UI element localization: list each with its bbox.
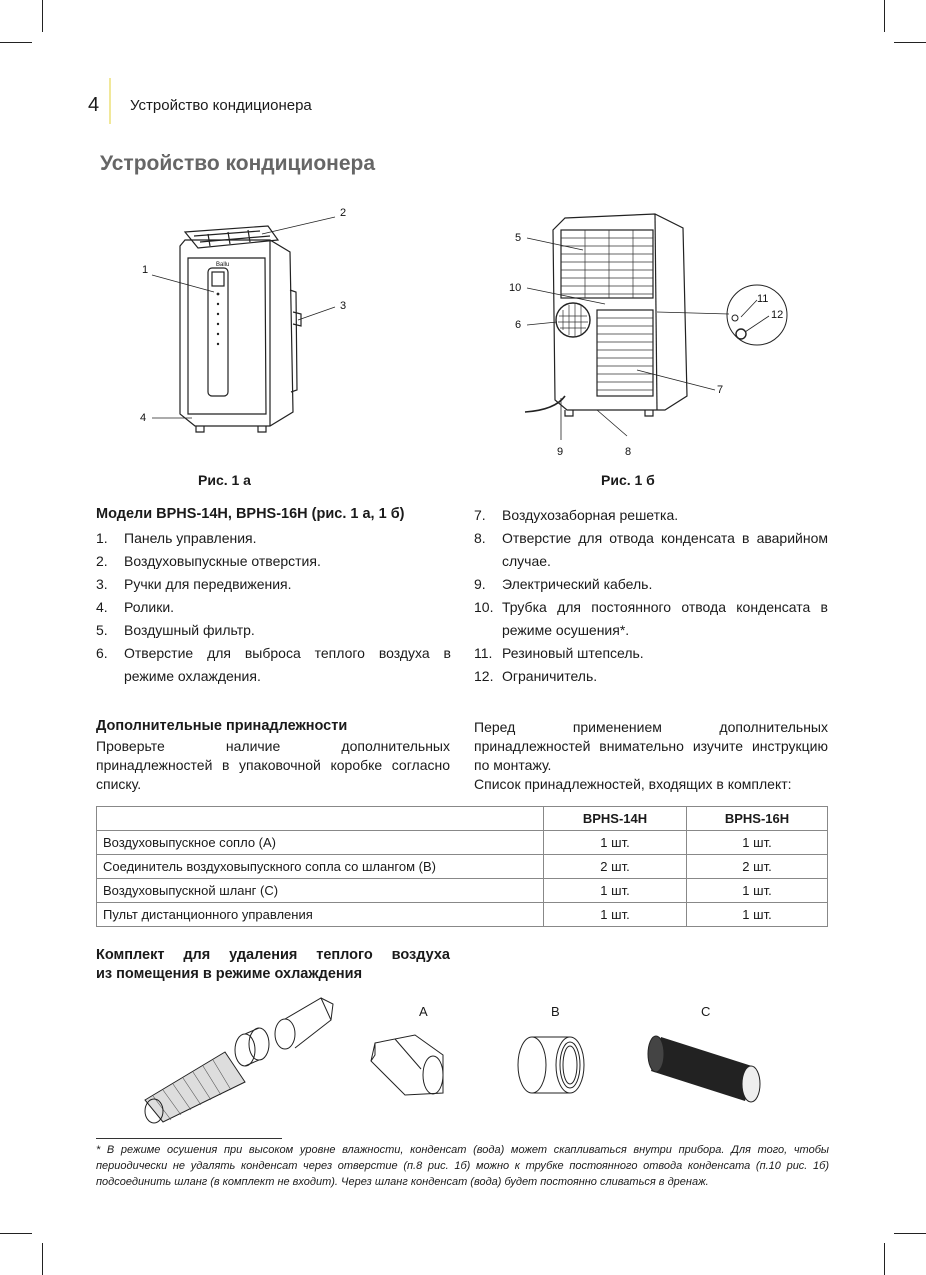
callout-12: 12 [771,309,784,321]
callout-9: 9 [557,446,564,458]
list-item: 5. Воздушный фильтр. [96,622,255,638]
connector-b-illustration [510,1025,595,1105]
list-item: 12. Ограничитель. [474,668,598,684]
kit-heading-line-2: из помещения в режиме охлаждения [96,966,363,982]
header-divider [109,78,111,124]
crop-mark [0,42,32,43]
table-cell: 1 шт. [687,903,828,927]
callout-8: 8 [625,446,632,458]
table-header-row [97,807,828,831]
table-cell: 1 шт. [687,831,828,855]
list-item: 3. Ручки для передвижения. [96,576,292,592]
figure-1a-caption: Рис. 1 а [198,472,251,488]
table-cell: Пульт дистанционного управления [97,903,544,927]
table-cell: 1 шт. [544,831,687,855]
list-item: 1. Панель управления. [96,530,257,546]
accessories-intro-left: Проверьте наличие дополнительных принадлежностей в упаковочной коробке согласно списку. [96,738,450,792]
table-row [97,903,828,927]
footnote: * В режиме осушения при высоком уровне влажности, конденсат (вода) может скапливаться внутри прибора. Для того, чтобы периодически не удалять конденсат через отверстие (п.8 рис. 1б) можно к трубке постоянного отвода конденсата (п.10 рис. 1б) подсоединить шланг (в комплект не входит). Через шланг конденсат (вода) будет постоянно сливаться в дренаж. [96,1144,829,1188]
table-cell: 1 шт. [544,879,687,903]
callout-6: 6 [515,319,522,331]
kit-label-b: B [551,1004,560,1019]
list-item: 4. Ролики. [96,599,175,615]
table-row [97,855,828,879]
callout-10: 10 [509,282,522,294]
crop-mark [0,1233,32,1234]
table-header [97,807,544,831]
kit-assembly-illustration [135,990,355,1130]
crop-mark [894,42,926,43]
parts-list-left [96,527,451,688]
table-cell: 1 шт. [687,879,828,903]
hose-c-illustration [645,1025,775,1105]
accessories-list-intro: Список принадлежностей, входящих в комплект: [474,776,792,792]
list-item: 11. Резиновый штепсель. [474,645,644,661]
kit-label-a: A [419,1004,428,1019]
kit-label-c: C [701,1004,711,1019]
callout-7: 7 [717,384,724,396]
table-cell: 1 шт. [544,903,687,927]
list-item: 9. Электрический кабель. [474,576,653,592]
callout-11: 11 [757,293,769,305]
crop-mark [42,1243,43,1275]
models-heading: Модели BPHS-14H, BPHS-16H (рис. 1 а, 1 б) [96,506,405,522]
crop-mark [894,1233,926,1234]
kit-heading-line-1: Комплект для удаления теплого воздуха [96,947,450,963]
callout-5: 5 [515,232,522,244]
accessories-note: Перед применением дополнительных принадлежностей внимательно изучите инструкцию по монтажу. [474,719,828,773]
table-header: BPHS-14H [544,807,687,831]
list-item: 2. Воздуховыпускные отверстия. [96,553,321,569]
accessories-heading: Дополнительные принадлежности [96,718,348,734]
callout-2: 2 [340,207,347,219]
list-item: 7. Воздухозаборная решетка. [474,507,679,523]
table-cell: 2 шт. [544,855,687,879]
accessories-table [96,806,828,927]
table-cell: Воздуховыпускной шланг (C) [97,879,544,903]
running-title: Устройство кондиционера [130,97,312,114]
table-cell: 2 шт. [687,855,828,879]
nozzle-a-illustration [365,1025,460,1100]
crop-mark [884,0,885,32]
parts-list-right [474,504,828,688]
callout-3: 3 [340,300,347,312]
table-row [97,831,828,855]
table-row [97,879,828,903]
list-item: 10. Трубка для постоянного отвода конденсата в режиме осушения*. [474,599,828,638]
callout-1: 1 [142,264,149,276]
section-title: Устройство кондиционера [100,152,376,175]
page-number: 4 [88,94,100,116]
figure-1b-caption: Рис. 1 б [601,472,655,488]
footnote-divider [96,1138,282,1139]
back-view-figure [505,200,795,465]
crop-mark [42,0,43,32]
callout-4: 4 [140,412,147,424]
list-item: 6. Отверстие для выброса теплого воздуха в режиме охлаждения. [96,645,451,684]
table-cell: Соединитель воздуховыпускного сопла со шлангом (B) [97,855,544,879]
table-cell: Воздуховыпускное сопло (A) [97,831,544,855]
accessories-intro-right [474,718,828,794]
table-header: BPHS-16H [687,807,828,831]
crop-mark [884,1243,885,1275]
brand-logo: Ballu [216,262,230,268]
kit-heading [96,946,450,984]
front-view-figure [130,200,360,440]
list-item: 8. Отверстие для отвода конденсата в аварийном случае. [474,530,828,569]
